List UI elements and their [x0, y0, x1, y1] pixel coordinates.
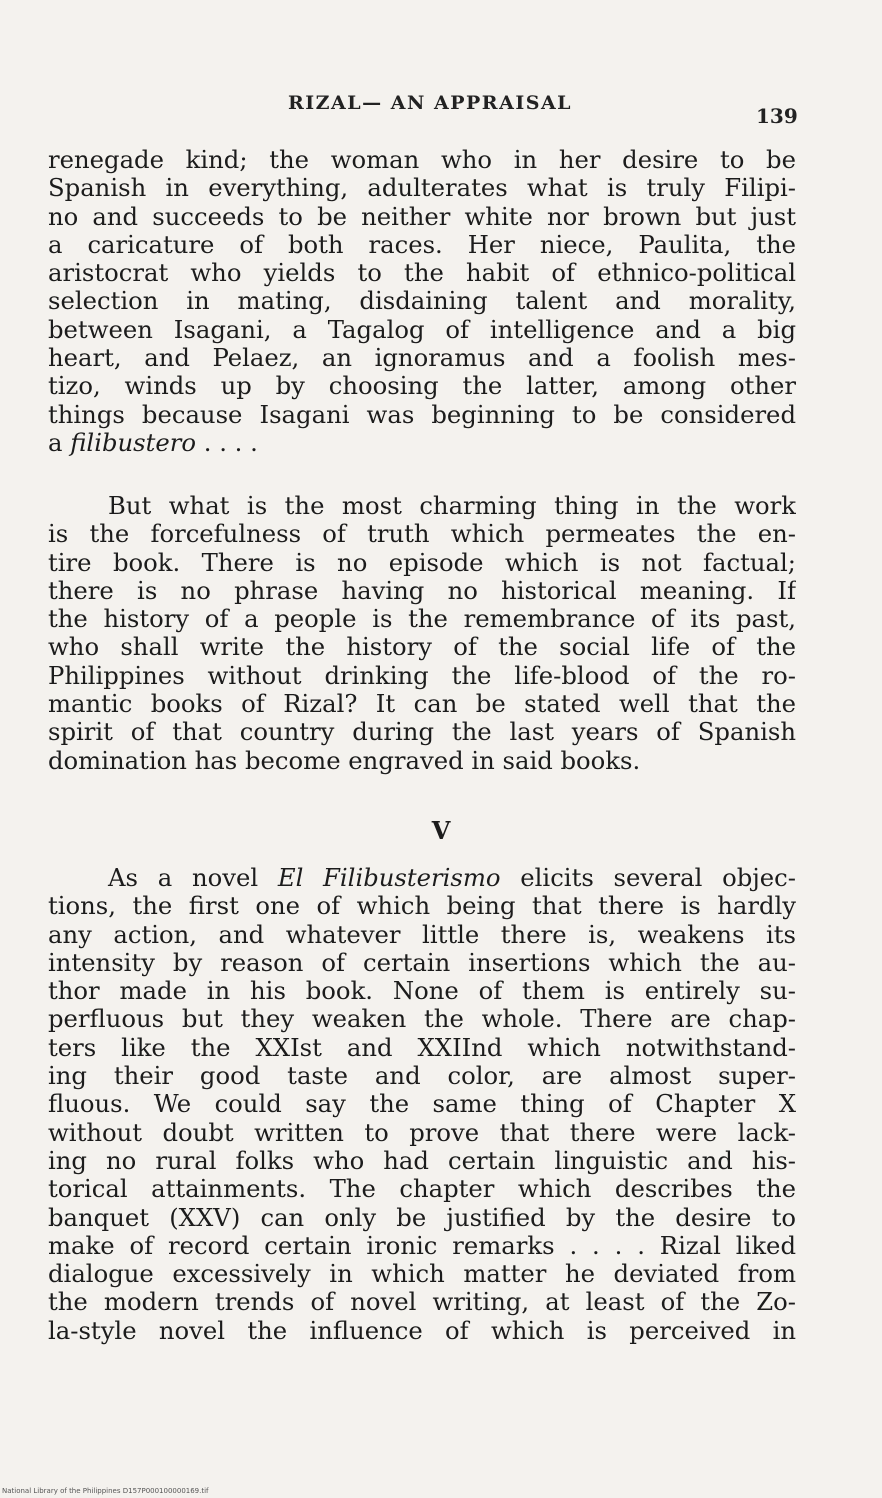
page-number: 139	[756, 104, 798, 128]
italic-title: filibustero	[70, 428, 197, 457]
text-line: Spanish in everything, adulterates what is truly Filipi-	[48, 174, 796, 203]
text-line: a caricature of both races. Her niece, Paulita, the	[48, 230, 796, 259]
text-line: make of record certain ironic remarks . . . . Rizal liked	[48, 1231, 796, 1260]
scan-footer: National Library of the Philippines D157P000100000169.tif	[2, 1487, 209, 1495]
text-line: torical attainments. The chapter which describes the	[48, 1175, 796, 1204]
text-line: tions, the first one of which being that there is hardly	[48, 892, 796, 921]
paragraph-3	[48, 864, 796, 1345]
text-fragment: elicits several objec-	[500, 864, 796, 892]
text-line: intensity by reason of certain insertions which the au-	[48, 948, 796, 977]
text-line: banquet (XXV) can only be justified by the desire to	[48, 1203, 796, 1232]
text-line: domination has become engraved in said books.	[48, 746, 641, 775]
text-line: ters like the XXIst and XXIInd which notwithstand-	[48, 1033, 796, 1062]
text-line: is the forcefulness of truth which permeates the en-	[48, 520, 796, 549]
text-line: la-style novel the influence of which is perceived in	[48, 1316, 796, 1345]
text-line: no and succeeds to be neither white nor brown but just	[48, 202, 796, 231]
text-line: ing no rural folks who had certain linguistic and his-	[48, 1146, 796, 1175]
text-line: between Isagani, a Tagalog of intelligence and a big	[48, 315, 796, 344]
ellipsis: . . . .	[196, 428, 258, 457]
text-line	[48, 864, 796, 892]
text-line	[48, 429, 796, 457]
text-line: aristocrat who yields to the habit of ethnico-political	[48, 259, 796, 288]
text-fragment: a	[48, 428, 71, 457]
running-head-title: RIZAL— AN APPRAISAL	[288, 92, 573, 114]
text-line: tire book. There is no episode which is not factual;	[48, 548, 796, 577]
text-line: fluous. We could say the same thing of Chapter X	[48, 1090, 796, 1119]
text-line: selection in mating, disdaining talent and morality,	[48, 287, 796, 316]
text-line: dialogue excessively in which matter he deviated from	[48, 1260, 796, 1289]
italic-title: El Filibusterismo	[277, 864, 501, 892]
text-fragment: As a novel	[108, 864, 278, 892]
text-line: But what is the most charming thing in the work	[108, 492, 796, 520]
text-line: the modern trends of novel writing, at least of the Zo-	[48, 1288, 796, 1317]
text-line: tizo, winds up by choosing the latter, among other	[48, 372, 796, 401]
paragraph-1	[48, 146, 796, 457]
text-line: ing their good taste and color, are almost super-	[48, 1062, 796, 1091]
text-line: there is no phrase having no historical meaning. If	[48, 576, 796, 605]
text-line: Philippines without drinking the life-blood of the ro-	[48, 661, 796, 690]
text-line: heart, and Pelaez, an ignoramus and a foolish mes-	[48, 344, 796, 373]
text-line: renegade kind; the woman who in her desire to be	[48, 146, 796, 174]
text-line: who shall write the history of the social life of the	[48, 633, 796, 662]
text-line: perfluous but they weaken the whole. There are chap-	[48, 1005, 796, 1034]
section-heading: V	[431, 816, 451, 845]
text-line: without doubt written to prove that there were lack-	[48, 1118, 796, 1147]
text-line: thor made in his book. None of them is entirely su-	[48, 977, 796, 1006]
text-line: any action, and whatever little there is, weakens its	[48, 920, 796, 949]
text-line: things because Isagani was beginning to be considered	[48, 400, 796, 429]
text-line: spirit of that country during the last years of Spanish	[48, 718, 796, 747]
text-line: the history of a people is the remembrance of its past,	[48, 605, 796, 634]
text-line: mantic books of Rizal? It can be stated well that the	[48, 690, 796, 719]
paragraph-2	[48, 492, 796, 775]
